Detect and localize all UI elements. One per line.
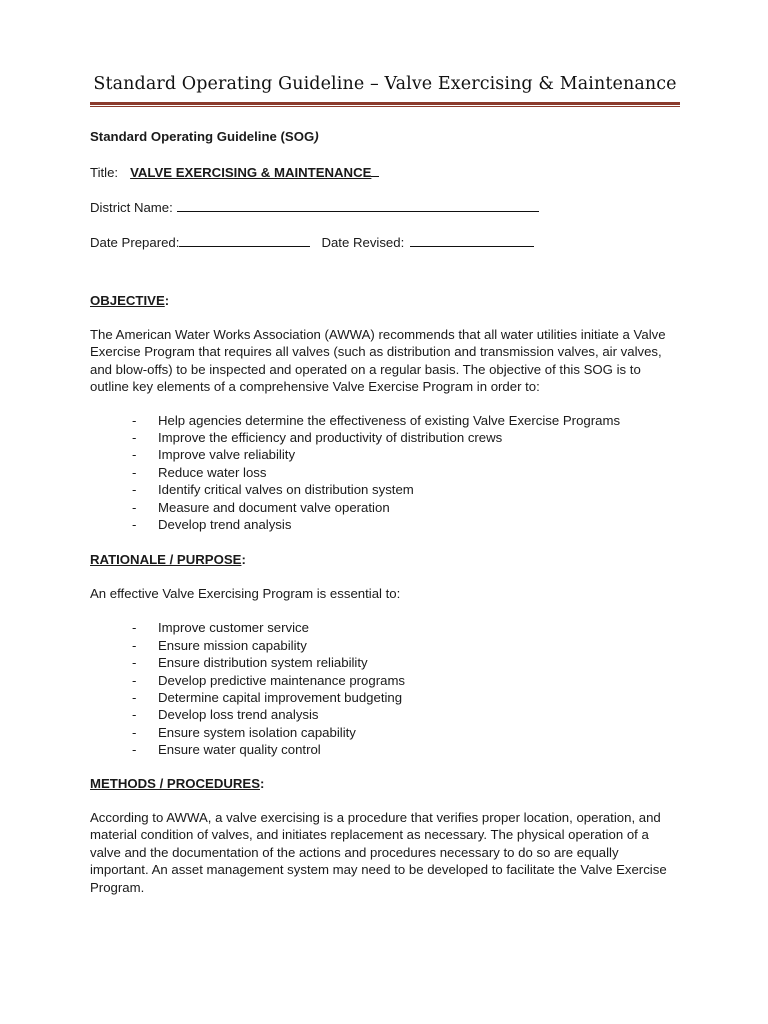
list-item: - Develop predictive maintenance programs [132,672,406,688]
rationale-list [90,619,690,758]
district-label: District Name: [90,199,173,215]
objective-heading: OBJECTIVE: [90,292,170,308]
page-header [90,74,680,94]
sog-label-text: Standard Operating Guideline (SOG [90,129,315,144]
title-row [90,162,690,181]
date-revised-field[interactable] [410,232,534,247]
list-item: - Ensure distribution system reliability [132,655,368,671]
list-item: - Reduce water loss [132,464,267,480]
list-item: - Measure and document valve operation [132,499,390,515]
objective-heading-text: OBJECTIVE [90,292,165,308]
date-prepared-label: Date Prepared: [90,235,180,251]
objective-list [90,412,690,534]
rationale-heading-text: RATIONALE / PURPOSE [90,551,242,567]
list-item: - Improve customer service [132,620,309,636]
district-name-field[interactable] [177,197,539,212]
list-item: - Determine capital improvement budgeting [132,689,403,705]
title-underline-tail [371,162,379,177]
title-label: Title: [90,165,119,181]
rationale-paragraph: An effective Valve Exercising Program is essential to: [90,585,401,601]
header-rule-thin [90,106,680,107]
list-item: - Help agencies determine the effectiveness of existing Valve Exercise Programs [132,412,621,428]
document-body [90,128,690,896]
rationale-heading: RATIONALE / PURPOSE: [90,551,246,567]
sog-label [90,128,690,145]
methods-heading: METHODS / PROCEDURES: [90,775,265,791]
date-prepared-field[interactable] [179,232,310,247]
list-item: - Develop loss trend analysis [132,707,319,723]
district-row [90,197,690,216]
header-rule-thick [90,102,680,105]
objective-paragraph: The American Water Works Association (AWWA) recommends that all water utilities initiate a Valve Exercise Program that requires all valves (such as distribution and transmission valves, air valves, and blow-offs) to be inspected and operated on a regular basis. The objective of this SOG is to outline key elements of a comprehensive Valve Exercise Program in order to: [90,327,666,395]
list-item: - Develop trend analysis [132,517,292,533]
list-item: - Identify critical valves on distribution system [132,482,414,498]
list-item: - Improve the efficiency and productivity of distribution crews [132,430,503,446]
list-item: - Improve valve reliability [132,447,296,463]
list-item: - Ensure system isolation capability [132,724,356,740]
date-revised-label: Date Revised: [321,235,405,251]
document-title: Standard Operating Guideline – Valve Exercising & Maintenance [93,74,677,94]
methods-heading-text: METHODS / PROCEDURES [90,775,260,791]
methods-paragraph: According to AWWA, a valve exercising is a procedure that verifies proper location, operation, and material condition of valves, and initiates replacement as necessary. The physical operation of a valve and the documentation of the actions and procedures necessary to do so are equally important. An asset management system may need to be developed to facilitate the Valve Exercise Program. [90,809,667,895]
list-item: - Ensure water quality control [132,742,321,758]
title-value: VALVE EXERCISING & MAINTENANCE [130,165,372,181]
list-item: - Ensure mission capability [132,637,307,653]
sog-label-close: ) [314,129,319,144]
dates-row [90,232,690,251]
